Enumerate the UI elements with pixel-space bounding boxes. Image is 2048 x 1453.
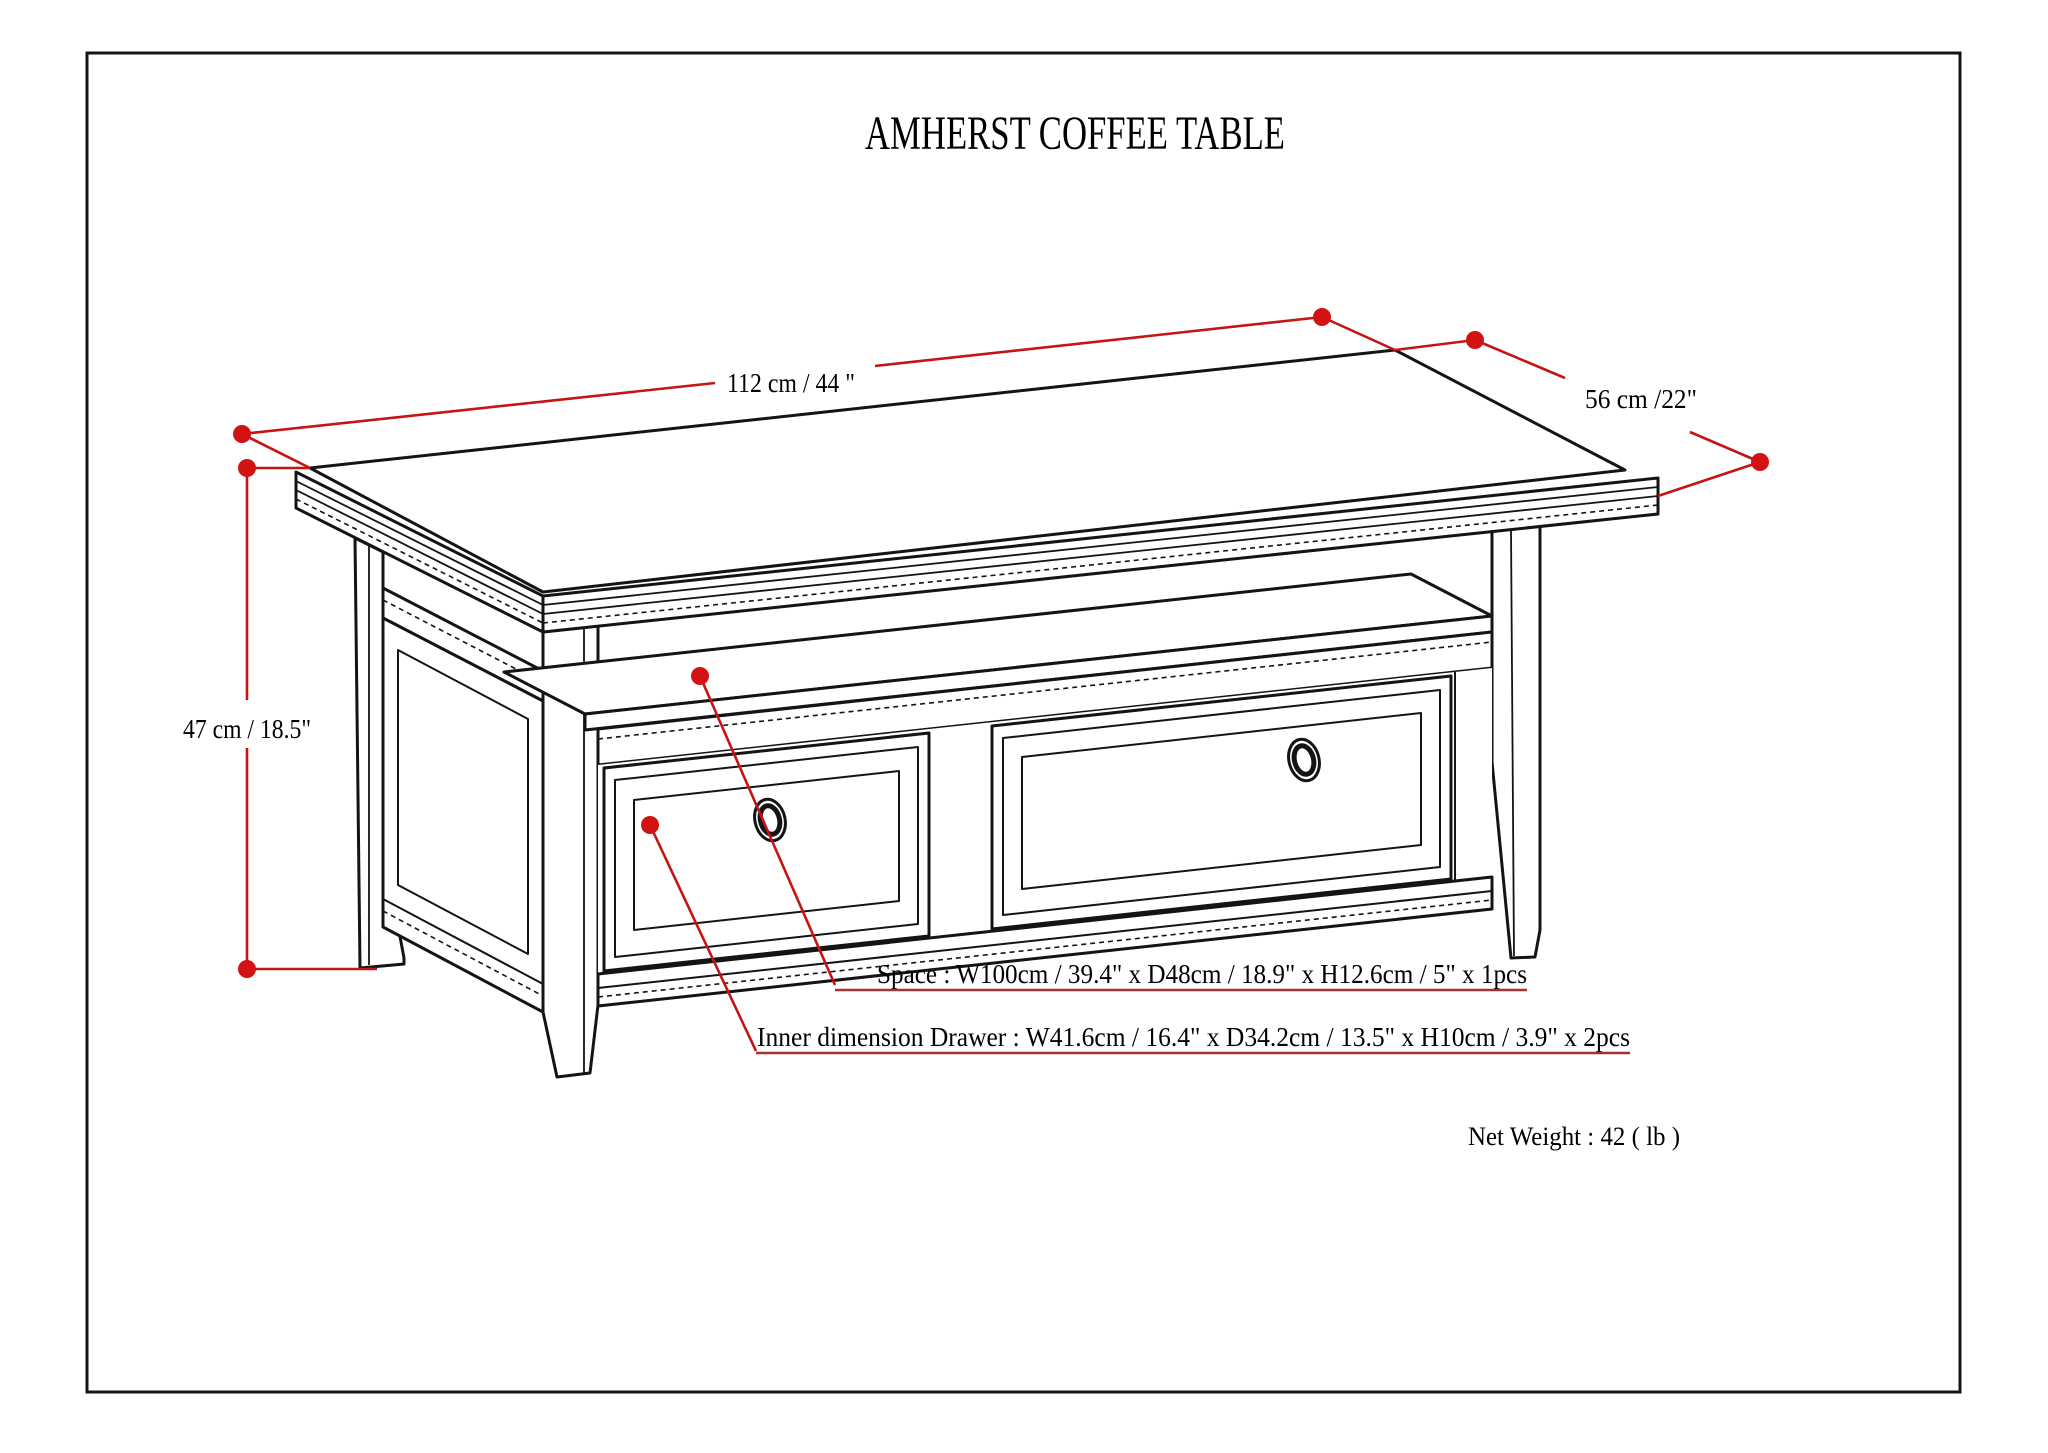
dot-depth-bottom	[1751, 453, 1769, 471]
net-weight-label: Net Weight : 42 ( lb )	[1468, 1122, 1680, 1151]
dot-shelf-space	[691, 667, 709, 685]
shelf-space-annotation: Space : W100cm / 39.4" x D48cm / 18.9" x H12.6cm / 5" x 1pcs	[877, 959, 1527, 989]
dot-drawer-inner	[641, 816, 659, 834]
page-title: AMHERST COFFEE TABLE	[865, 107, 1285, 160]
dot-width-left	[233, 425, 251, 443]
drawer-left-frame-outer	[604, 733, 929, 971]
dot-height-bottom	[238, 960, 256, 978]
dot-height-top	[238, 459, 256, 477]
drawer-inner-annotation: Inner dimension Drawer : W41.6cm / 16.4" x D34.2cm / 13.5" x H10cm / 3.9" x 2pcs	[757, 1022, 1630, 1052]
dimension-width-label: 112 cm / 44 "	[727, 368, 855, 398]
dimension-depth-label: 56 cm /22"	[1585, 384, 1697, 414]
drawer-left	[604, 733, 929, 971]
dimension-height-label: 47 cm / 18.5"	[183, 714, 311, 744]
dot-width-right	[1313, 308, 1331, 326]
dot-depth-top	[1466, 331, 1484, 349]
